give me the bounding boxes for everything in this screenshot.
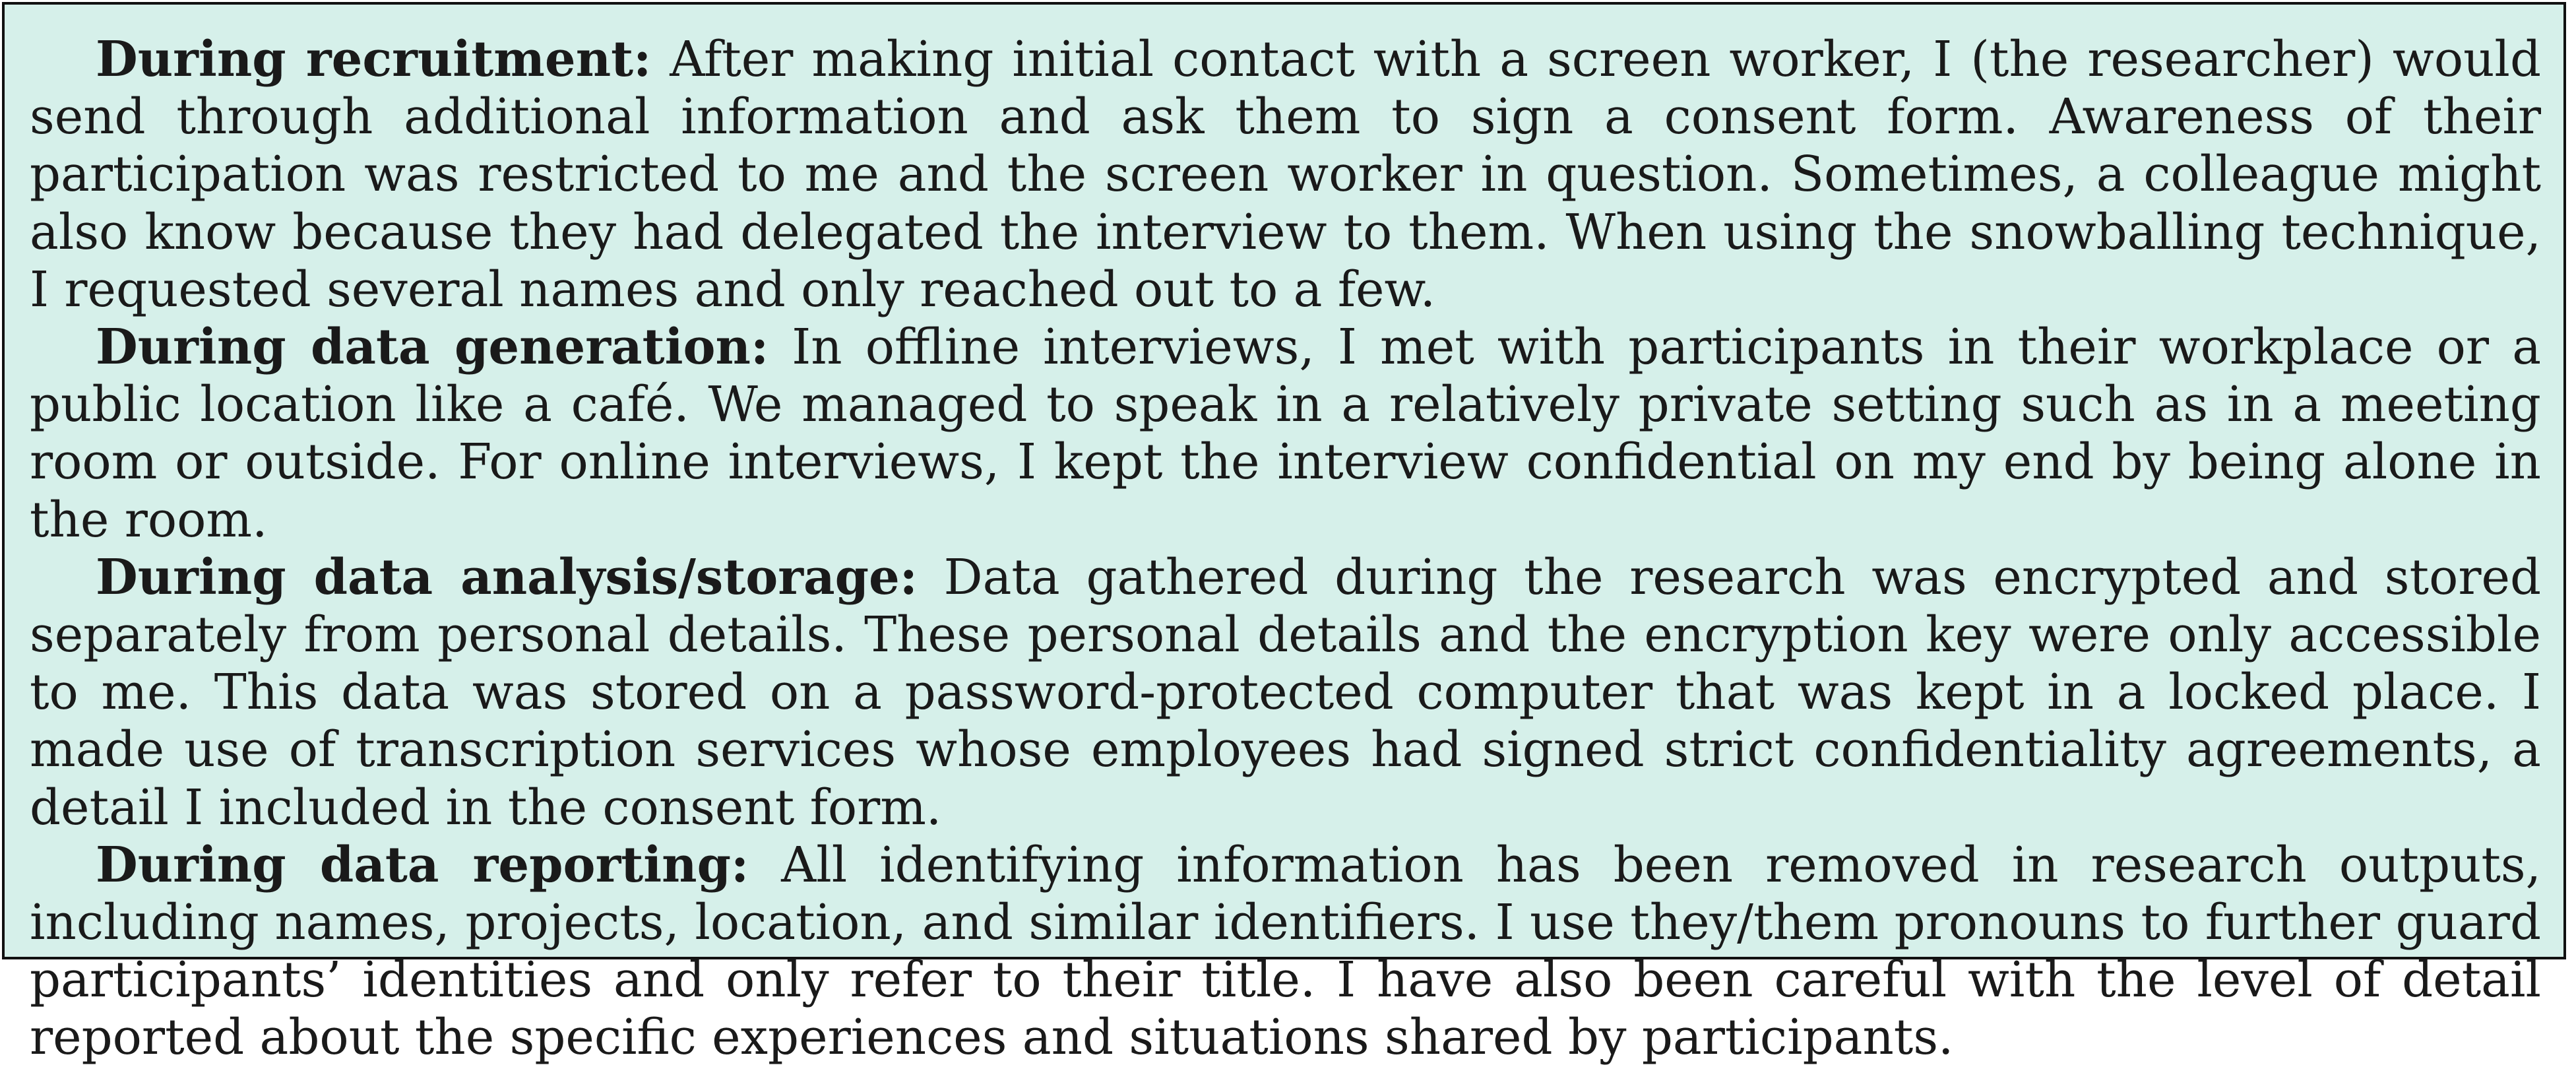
paragraph-heading: During data generation: [96, 319, 769, 376]
paragraph-heading: During recruitment: [96, 31, 652, 88]
paragraph-body: Data gathered during the research was encrypted and stored separately from personal details. These personal details and the encryption key were only accessible to me. This data was stored on a password-protected computer that was kept in a locked place. I made use of transcription services whose employees had signed strict confidentiality agreements, a detail I included in the consent form. [30, 549, 2541, 836]
paragraph-data-analysis-storage [30, 549, 2541, 837]
paragraph-recruitment [30, 31, 2541, 319]
confidentiality-box [2, 2, 2566, 1066]
paragraph-data-generation [30, 319, 2541, 549]
paragraph-heading: During data analysis/storage: [96, 548, 918, 606]
paragraph-data-reporting [30, 837, 2541, 1067]
paragraph-heading: During data reporting: [96, 836, 749, 893]
paragraph-body: After making initial contact with a screen worker, I (the researcher) would send through additional information and ask them to sign a consent form. Awareness of their participation was restricted to me and the screen worker in question. Sometimes, a colleague might also know because they had delegated the interview to them. When using the snowballing technique, I requested several names and only reached out to a few. [30, 32, 2541, 318]
paragraph-body: In offline interviews, I met with participants in their workplace or a public location like a café. We managed to speak in a relatively private setting such as in a meeting room or outside. For online interviews, I kept the interview confidential on my end by being alone in the room. [30, 319, 2542, 548]
paragraph-body: All identifying information has been removed in research outputs, including names, projects, location, and similar identifiers. I use they/them pronouns to further guard participants’ identities and only refer to their title. I have also been careful with the level of detail reported about the specific experiences and situations shared by participants. [30, 837, 2541, 1066]
